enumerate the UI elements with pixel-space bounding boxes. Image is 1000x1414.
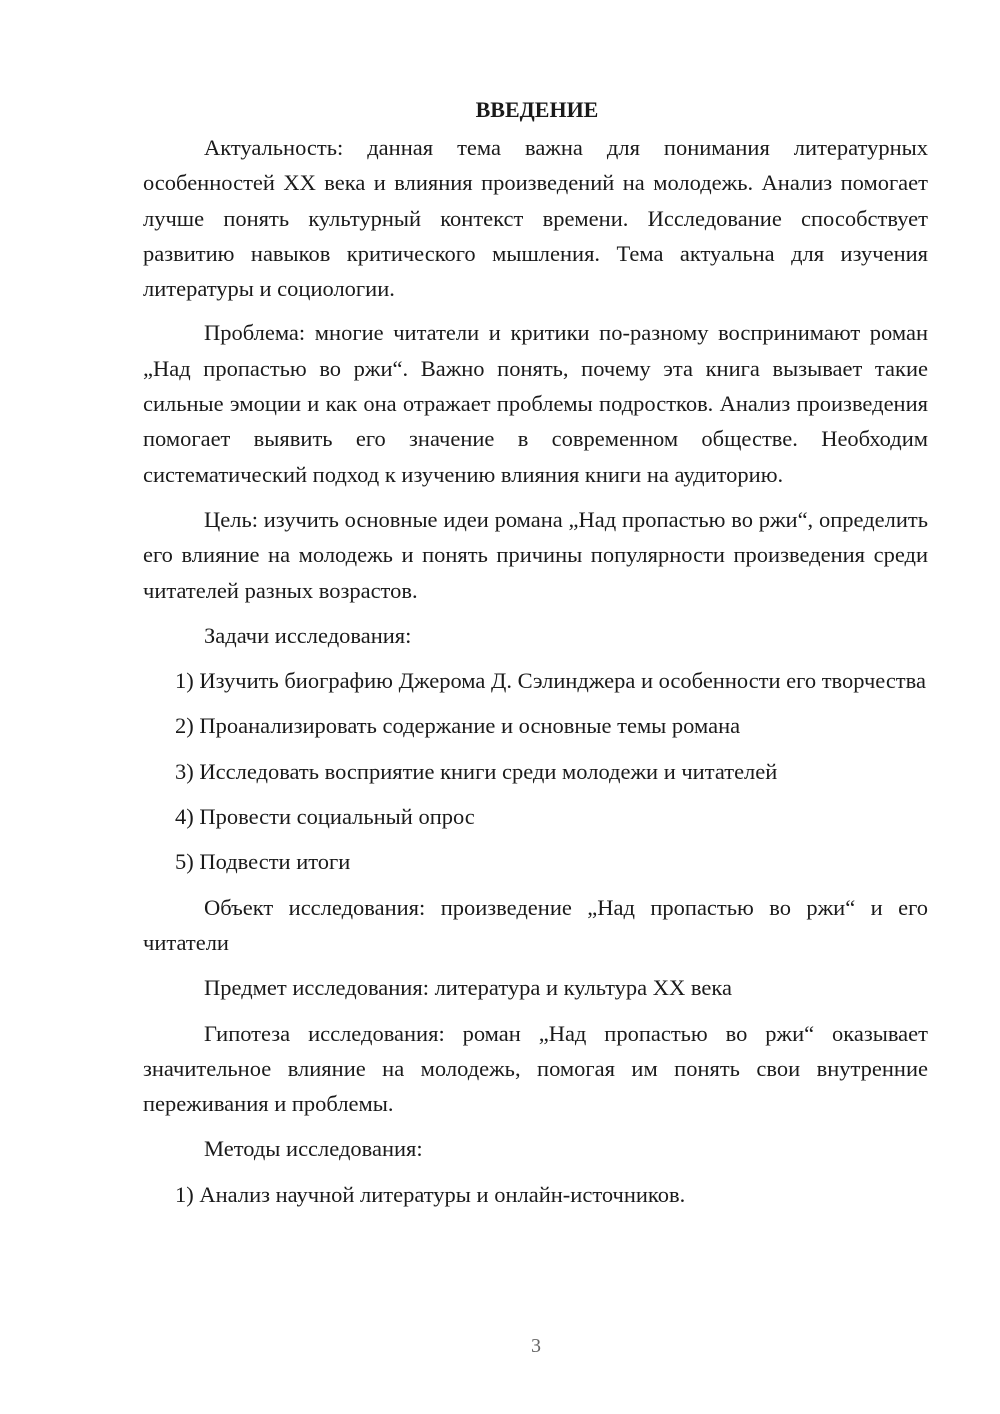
- object-paragraph: Объект исследования: произведение „Над пропастью во ржи“ и его читатели: [143, 894, 928, 955]
- task-item: 1) Изучить биографию Джерома Д. Сэлинджера и особенности его творчества: [175, 668, 926, 694]
- problem-paragraph: Проблема: многие читатели и критики по-разному воспринимают роман „Над пропастью во ржи“. Важно понять, почему эта книга вызывает такие сильные эмоции и как она отражает проблемы подростков. Анализ произведения помогает выявить его значение в современном обществе. Необходим систематический подход к изучению влияния книги на аудиторию.: [143, 320, 928, 487]
- section-heading: ВВЕДЕНИЕ: [475, 97, 599, 122]
- task-item: 5) Подвести итоги: [175, 849, 351, 875]
- page-number: 3: [531, 1335, 541, 1357]
- methods-heading: Методы исследования:: [204, 1136, 423, 1162]
- tasks-heading: Задачи исследования:: [204, 622, 412, 648]
- hypothesis-paragraph: Гипотеза исследования: роман „Над пропастью во ржи“ оказывает значительное влияние на молодежь, помогая им понять свои внутренние переживания и проблемы.: [143, 1020, 928, 1117]
- task-item: 2) Проанализировать содержание и основные темы романа: [175, 713, 741, 739]
- relevance-paragraph: Актуальность: данная тема важна для понимания литературных особенностей XX века и влияния произведений на молодежь. Анализ помогает лучше понять культурный контекст времени. Исследование способствует развитию навыков критического мышления. Тема актуальна для изучения литературы и социологии.: [143, 135, 928, 302]
- goal-paragraph: Цель: изучить основные идеи романа „Над пропастью во ржи“, определить его влияние на молодежь и понять причины популярности произведения среди читателей разных возрастов.: [143, 506, 928, 603]
- task-item: 3) Исследовать восприятие книги среди молодежи и читателей: [175, 758, 778, 784]
- document-page: [143, 92, 928, 1212]
- task-item: 4) Провести социальный опрос: [175, 804, 475, 830]
- method-item: 1) Анализ научной литературы и онлайн-источников.: [175, 1181, 686, 1207]
- subject-paragraph: Предмет исследования: литература и культура XX века: [204, 975, 732, 1001]
